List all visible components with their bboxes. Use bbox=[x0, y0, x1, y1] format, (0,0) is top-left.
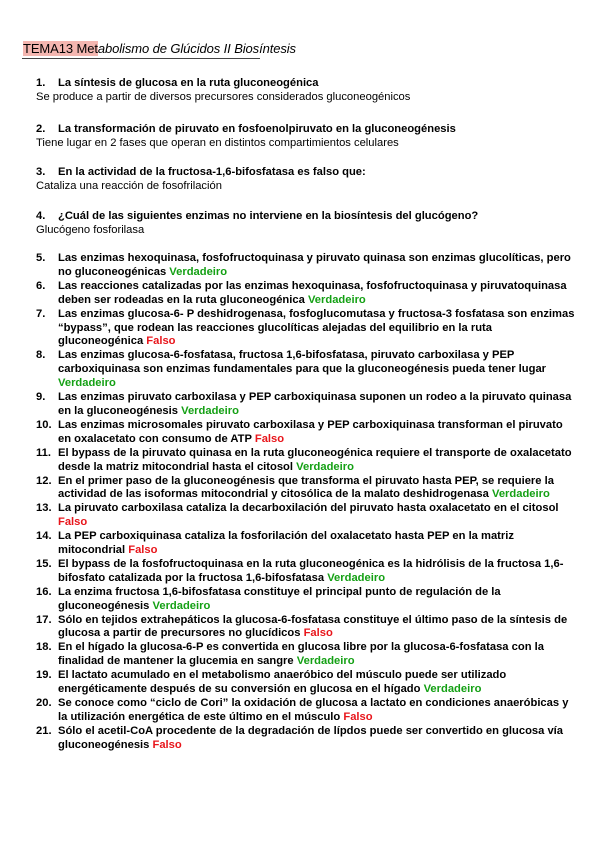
statement-number: 21. bbox=[36, 724, 52, 737]
statement-body bbox=[58, 419, 576, 447]
statement-text: El bypass de la fosfofructoquinasa en la ruta gluconeogénica es la hidrólisis de la fructosa 1,6-bifosfato catalizada por la fructosa 1,6-bifosfatasa bbox=[58, 557, 564, 584]
statement-number: 7. bbox=[36, 307, 46, 320]
answer-verdadeiro: Verdadeiro bbox=[58, 377, 116, 390]
statement-item bbox=[36, 349, 576, 391]
statement-item bbox=[36, 447, 576, 475]
statement-body bbox=[58, 586, 576, 614]
statement-number: 19. bbox=[36, 669, 52, 682]
statement-item bbox=[36, 419, 576, 447]
statement-body bbox=[58, 614, 576, 642]
question-number: 3. bbox=[36, 166, 46, 178]
statement-item bbox=[36, 530, 576, 558]
question-3 bbox=[36, 165, 366, 193]
title-italic: abolismo de Glúcidos II Biosíntesis bbox=[97, 41, 296, 56]
answer-verdadeiro: Verdadeiro bbox=[169, 265, 228, 278]
statement-item bbox=[36, 586, 576, 614]
answer-verdadeiro: Verdadeiro bbox=[296, 460, 354, 473]
statement-text: Se conoce como “ciclo de Cori” la oxidación de glucosa a lactato en condiciones anaeróbicas y la utilización energética de este último en el músculo bbox=[58, 697, 569, 723]
answer-verdadeiro: Verdadeiro bbox=[181, 404, 239, 417]
statement-item bbox=[36, 641, 576, 669]
statement-body bbox=[58, 530, 576, 558]
statement-body bbox=[58, 349, 576, 391]
statement-text: Las enzimas glucosa-6- P deshidrogenasa, fosfoglucomutasa y fructosa-3 fosfatasa son enzimas “bypass”, que rodean las reacciones glucolíticas alejadas del equilibrio en la ruta gluconeogénica bbox=[58, 307, 575, 348]
statement-number: 12. bbox=[36, 474, 52, 487]
question-number: 1. bbox=[36, 77, 46, 89]
statement-item bbox=[36, 252, 576, 280]
answer-falso: Falso bbox=[128, 544, 158, 557]
statement-number: 11. bbox=[36, 446, 51, 459]
answer-falso: Falso bbox=[343, 710, 373, 723]
question-2 bbox=[36, 122, 456, 150]
statement-body bbox=[58, 502, 576, 530]
statement-number: 5. bbox=[36, 252, 46, 264]
statement-number: 15. bbox=[36, 557, 52, 570]
statement-body bbox=[58, 447, 576, 475]
statement-body bbox=[58, 252, 576, 280]
statement-body bbox=[58, 475, 576, 503]
statement-body bbox=[58, 558, 576, 586]
true-false-list bbox=[36, 252, 576, 753]
answer-falso: Falso bbox=[303, 627, 333, 640]
answer-falso: Falso bbox=[152, 738, 182, 751]
question-1 bbox=[36, 76, 410, 104]
statement-body bbox=[58, 669, 576, 697]
answer-verdadeiro: Verdadeiro bbox=[491, 488, 550, 501]
question-number: 4. bbox=[36, 210, 46, 222]
statement-item bbox=[36, 502, 576, 530]
question-answer: Se produce a partir de diversos precursores considerados gluconeogénicos bbox=[36, 91, 411, 103]
question-answer: Tiene lugar en 2 fases que operan en distintos compartimientos celulares bbox=[36, 137, 399, 149]
question-4 bbox=[36, 209, 478, 237]
statement-number: 13. bbox=[36, 502, 52, 515]
statement-number: 18. bbox=[36, 641, 52, 654]
statement-body bbox=[58, 697, 576, 725]
statement-item bbox=[36, 614, 576, 642]
statement-text: Las enzimas hexoquinasa, fosfofructoquinasa y piruvato quinasa son enzimas glucolíticas, pero no gluconeogénicas bbox=[58, 252, 571, 278]
statement-text: El bypass de la piruvato quinasa en la ruta gluconeogénica requiere el transporte de oxalacetato desde la matriz mitocondrial hasta el citosol bbox=[58, 446, 572, 473]
statement-text: Las enzimas microsomales piruvato carboxilasa y PEP carboxiquinasa transforman el piruvato en oxalacetato con consumo de ATP bbox=[58, 418, 563, 445]
statement-text: En el hígado la glucosa-6-P es convertida en glucosa libre por la glucosa-6-fosfatasa con la finalidad de mantener la glucemia en sangre bbox=[58, 641, 544, 668]
statement-text: El lactato acumulado en el metabolismo anaeróbico del músculo puede ser utilizado energéticamente después de su conversión en glucosa en el hígado bbox=[58, 669, 507, 696]
statement-number: 9. bbox=[36, 391, 46, 404]
statement-text: Las reacciones catalizadas por las enzimas hexoquinasa, fosfofructoquinasa y piruvatoquinasa deben ser rodeadas en la ruta gluconeogénica bbox=[58, 279, 567, 306]
statement-item bbox=[36, 697, 576, 725]
statement-item bbox=[36, 475, 576, 503]
title-highlight: TEMA13 Met bbox=[23, 41, 98, 56]
statement-number: 20. bbox=[36, 697, 52, 709]
document-title bbox=[23, 41, 296, 56]
statement-body bbox=[58, 391, 576, 419]
statement-number: 10. bbox=[36, 418, 52, 431]
statement-number: 6. bbox=[36, 279, 46, 292]
statement-number: 14. bbox=[36, 530, 52, 543]
question-answer: Cataliza una reacción de fosofrilación bbox=[36, 180, 222, 192]
statement-number: 17. bbox=[36, 613, 52, 626]
answer-falso: Falso bbox=[58, 516, 88, 529]
question-text: ¿Cuál de las siguientes enzimas no interviene en la biosíntesis del glucógeno? bbox=[58, 210, 479, 222]
statement-text: La PEP carboxiquinasa cataliza la fosforilación del oxalacetato hasta PEP en la matriz mitocondrial bbox=[58, 530, 514, 557]
answer-verdadeiro: Verdadeiro bbox=[307, 293, 366, 306]
title-underline bbox=[22, 58, 260, 59]
statement-text: La piruvato carboxilasa cataliza la decarboxilación del piruvato hasta oxalacetato en el citosol bbox=[58, 502, 559, 515]
statement-text: Las enzimas glucosa-6-fosfatasa, fructosa 1,6-bifosfatasa, piruvato carboxilasa y PEP carboxiquinasa son enzimas fundamentales para que la gluconeogénesis pueda tener lugar bbox=[58, 349, 547, 376]
statement-number: 8. bbox=[36, 349, 46, 362]
answer-verdadeiro: Verdadeiro bbox=[152, 599, 211, 612]
statement-text: Sólo en tejidos extrahepáticos la glucosa-6-fosfatasa constituye el último paso de la síntesis de glucosa a partir de precursores no glucídicos bbox=[58, 613, 568, 640]
statement-item bbox=[36, 669, 576, 697]
statement-text: Las enzimas piruvato carboxilasa y PEP carboxiquinasa suponen un rodeo a la piruvato quinasa en la gluconeogénesis bbox=[58, 391, 572, 417]
statement-item bbox=[36, 725, 576, 753]
answer-verdadeiro: Verdadeiro bbox=[296, 655, 355, 668]
statement-body bbox=[58, 308, 576, 350]
question-text: En la actividad de la fructosa-1,6-bifosfatasa es falso que: bbox=[58, 166, 366, 178]
statement-text: Sólo el acetil-CoA procedente de la degradación de lípdos puede ser convertido en glucosa vía gluconeogénesis bbox=[58, 724, 564, 751]
statement-body bbox=[58, 641, 576, 669]
statement-item bbox=[36, 308, 576, 350]
statement-item bbox=[36, 280, 576, 308]
statement-text: La enzima fructosa 1,6-bifosfatasa constituye el principal punto de regulación de la gluconeogénesis bbox=[58, 585, 501, 612]
answer-falso: Falso bbox=[254, 432, 285, 445]
question-text: La transformación de piruvato en fosfoenolpiruvato en la gluconeogénesis bbox=[58, 123, 456, 135]
answer-verdadeiro: Verdadeiro bbox=[423, 683, 482, 696]
answer-verdadeiro: Verdadeiro bbox=[327, 571, 386, 584]
statement-number: 16. bbox=[36, 585, 52, 598]
question-number: 2. bbox=[36, 123, 46, 135]
question-answer: Glucógeno fosforilasa bbox=[36, 224, 145, 236]
question-text: La síntesis de glucosa en la ruta gluconeogénica bbox=[58, 77, 319, 89]
answer-falso: Falso bbox=[146, 335, 176, 348]
statement-body bbox=[58, 280, 576, 308]
statement-item bbox=[36, 558, 576, 586]
statement-item bbox=[36, 391, 576, 419]
statement-text: En el primer paso de la gluconeogénesis que transforma el piruvato hasta PEP, se requiere la actividad de las isoformas mitocondrial y citosólica de la malato deshidrogenasa bbox=[58, 474, 554, 501]
statement-body bbox=[58, 725, 576, 753]
